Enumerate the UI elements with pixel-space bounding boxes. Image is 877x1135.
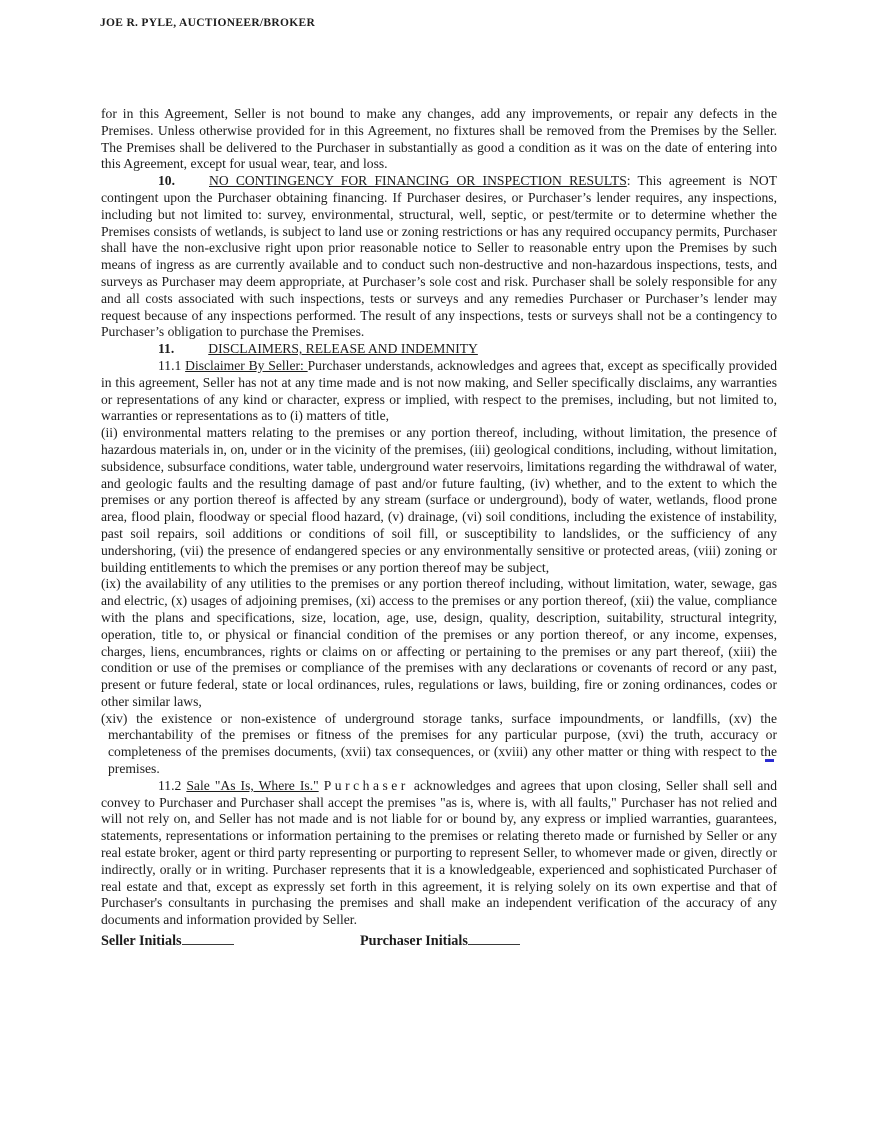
document-header-title: JOE R. PYLE, AUCTIONEER/BROKER [100,17,316,29]
document-body [101,106,777,950]
seller-initials-label: Seller Initials [101,933,182,950]
paragraph-11-1 [101,358,777,425]
clause-11-2-spaced-word: Purchaser [323,777,409,793]
section-11-heading: DISCLAIMERS, RELEASE AND INDEMNITY [208,341,478,357]
margin-annotation-dash [765,759,774,762]
section-10-heading: NO CONTINGENCY FOR FINANCING OR INSPECTION RESULTS [209,173,627,189]
paragraph-intro-continuation: for in this Agreement, Seller is not bound to make any changes, add any improvements, or repair any defects in the Premises. Unless otherwise provided for in this Agreement, no fixtures shall be removed from the Premises by the Seller. The Premises shall be delivered to the Purchaser in substantially as good a condition as it was on the date of entering into this Agreement, except for usual wear, tear, and loss. [101,106,777,172]
purchaser-initials-label: Purchaser Initials [360,933,468,950]
initials-row [101,931,777,950]
purchaser-initials-group [360,931,520,950]
paragraph-section-10 [101,173,777,341]
clause-11-1-number: 11.1 [158,357,186,373]
paragraph-clause-ii: (ii) environmental matters relating to the premises or any portion thereof, including, without limitation, the presence of hazardous materials in, on, under or in the vicinity of the premises, (iii) geological conditions, including, without limitation, subsidence, subsurface conditions, water table, underground water reservoirs, limitations regarding the withdrawal of water, and geologic faults and the resulting damage of past and/or future faulting, (iv) whether, and to the extent to which the premises or any portion thereof is affected by any stream (surface or underground), body of water, wetlands, flood prone area, flood plain, floodway or special flood hazard, (v) drainage, (vi) soil conditions, including the existence of instability, past soil repairs, soil additions or conditions of soil fill, or susceptibility to landslides, or the sufficiency of any undershoring, (vii) the presence of endangered species or any environmentally sensitive or protected areas, (viii) zoning or building entitlements to which the premises or any portion thereof may be subject, [101,425,777,575]
paragraph-clause-xiv: (xiv) the existence or non-existence of underground storage tanks, surface impoundments, or landfills, (xv) the merchantability of the premises or fitness of the premises for any particular purpose, (xvi) the truth, accuracy or completeness of the premises documents, (xvii) tax consequences, or (xviii) any other matter or thing with respect to the premises. [101,710,777,777]
clause-11-2-body: acknowledges and agrees that upon closing, Seller shall sell and convey to Purchaser and Purchaser shall accept the premises "as is, where is, with all faults," Purchaser has not relied and will not rely on, and Seller has not made and is not liable for or bound by, any express or implied warranties, guarantees, statements, representations or information pertaining to the premises or relating thereto made or furnished by Seller or any real estate broker, agent or third party representing or purporting to represent Seller, to whomever made or given, directly or indirectly, orally or in writing. Purchaser represents that it is a knowledgeable, experienced and sophisticated Purchaser of real estate and that, except as expressly set forth in this agreement, it is relying solely on its own expertise and that of Purchaser's consultants in purchasing the premises and shall make an independent verification of the accuracy of any documents and information provided by Seller. [101,777,778,928]
paragraph-11-2 [101,778,777,929]
seller-initials-group [101,931,360,950]
section-10-number: 10. [158,173,175,189]
clause-11-2-label: Sale "As Is, Where Is." [186,777,319,793]
section-11-number: 11. [158,341,175,357]
clause-11-1-body: Purchaser understands, acknowledges and agrees that, except as specifically provided in this agreement, Seller has not at any time made and is not now making, and Seller specifically disclaims, any warranties or representations of any kind or character, express or implied, with respect to the premises, including, but not limited to, warranties or representations as to (i) matters of title, [101,357,777,424]
clause-11-1-label: Disclaimer By Seller: [185,357,308,373]
purchaser-initials-blank-field [468,931,520,945]
paragraph-clause-ix: (ix) the availability of any utilities to the premises or any portion thereof including, without limitation, water, sewage, gas and electric, (x) usages of adjoining premises, (xi) access to the premises or any portion thereof, (xii) the value, compliance with the plans and specifications, size, location, age, use, design, quality, description, suitability, structural integrity, operation, title to, or physical or financial condition of the premises or any portion thereof, or any income, expenses, charges, liens, encumbrances, rights or claims on or affecting or pertaining to the premises or any part thereof, (xiii) the condition or use of the premises or compliance of the premises with any declarations or covenants of record or any past, present or future federal, state or local ordinances, rules, regulations or laws, building, fire or zoning ordinances, codes or other similar laws, [101,576,777,709]
section-10-body: : This agreement is NOT contingent upon the Purchaser obtaining financing. If Purchaser desires, or Purchaser’s lender requires, any inspections, including but not limited to: survey, environmental, structural, well, septic, or pest/termite or to determine whether the Premises consists of wetlands, is subject to land use or zoning restrictions or has any required occupancy permits, Purchaser shall have the non-exclusive right upon prior reasonable notice to Seller to reasonable entry upon the Premises by such means of ingress as are currently available and to conduct such non-destructive and non-hazardous inspections, tests, and surveys as Purchaser may deem appropriate, at Purchaser’s sole cost and risk. Purchaser shall be solely responsible for any and all costs associated with such inspections, tests or surveys and any remedies Purchaser or Purchaser’s lender may request because of any inspections performed. The result of any inspections, tests or surveys shall not be a contingency to Purchaser’s obligation to purchase the Premises. [101,173,778,340]
clause-11-2-number: 11.2 [158,777,187,793]
heading-section-11 [101,341,777,358]
seller-initials-blank-field [182,931,234,945]
